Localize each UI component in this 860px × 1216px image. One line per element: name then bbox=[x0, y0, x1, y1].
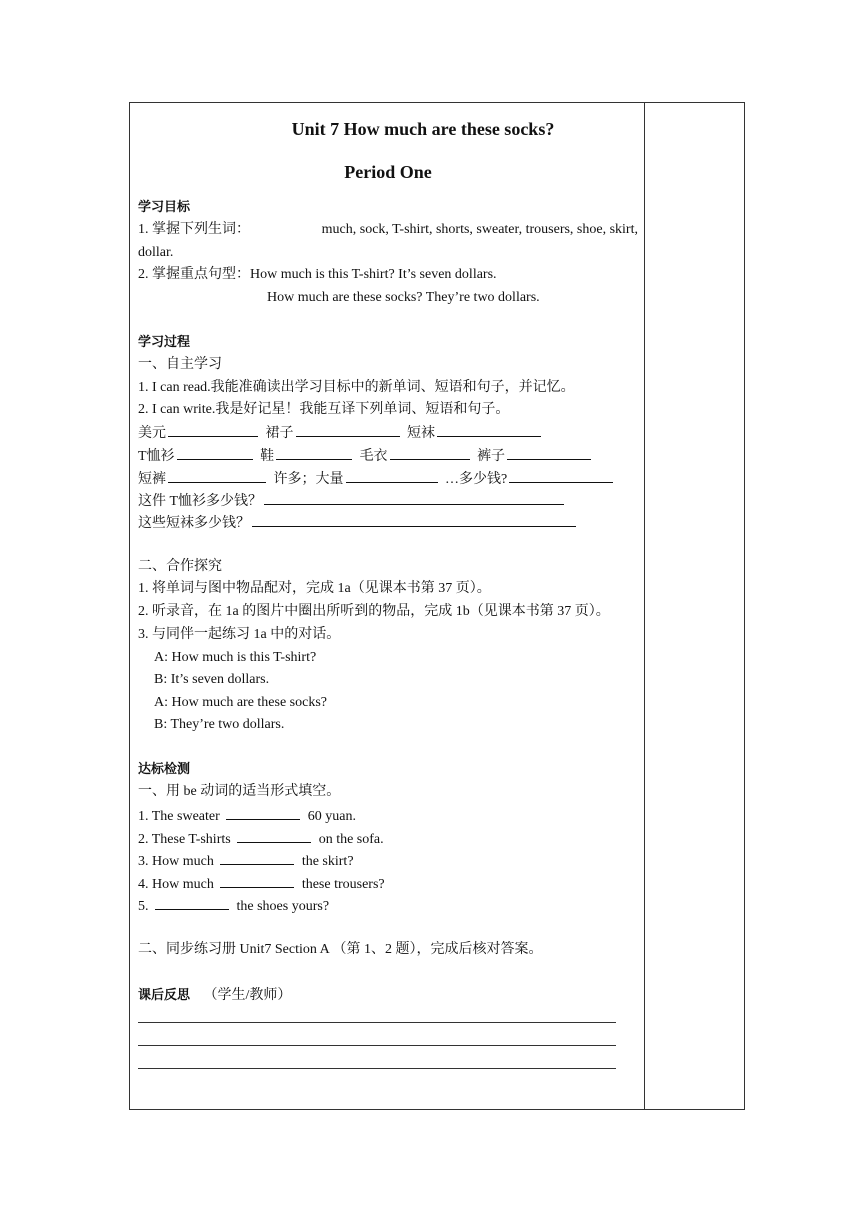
answer-blank[interactable] bbox=[155, 895, 229, 910]
page-title: Unit 7 How much are these socks? bbox=[291, 119, 555, 139]
vocab-word: 毛衣 bbox=[359, 449, 388, 464]
fill-suffix: the skirt? bbox=[301, 854, 354, 869]
vocab-row-2 bbox=[138, 445, 595, 467]
vocab-word: 裤子 bbox=[477, 449, 506, 464]
test-part-2: 二、同步练习册 Unit7 Section A （第 1、2 题），完成后核对答案。 bbox=[138, 942, 543, 957]
fill-prefix: 1. The sweater bbox=[138, 809, 220, 824]
answer-blank[interactable] bbox=[276, 445, 352, 460]
dialog-line: B: It’s seven dollars. bbox=[154, 672, 270, 687]
test-heading: 达标检测 bbox=[138, 762, 191, 777]
read-instruction: 1. I can read.我能准确读出学习目标中的新单词、短语和句子，并记忆。 bbox=[138, 380, 575, 395]
fill-prefix: 2. These T-shirts bbox=[138, 832, 231, 847]
vocab-row-1 bbox=[138, 422, 545, 444]
question-text: 这件 T恤衫多少钱？ bbox=[138, 494, 263, 509]
answer-blank[interactable] bbox=[177, 445, 253, 460]
self-study-heading: 一、自主学习 bbox=[138, 357, 222, 372]
vocab-word: 许多；大量 bbox=[273, 472, 344, 487]
vocab-row-3 bbox=[138, 468, 617, 490]
vocab-word: T恤衫 bbox=[138, 449, 175, 464]
fill-suffix: these trousers? bbox=[301, 877, 385, 892]
goal-2-sentence-2: How much are these socks? They’re two dollars. bbox=[267, 290, 540, 305]
goal-2-sentence-1: How much is this T-shirt? It’s seven dollars. bbox=[250, 267, 497, 282]
answer-blank[interactable] bbox=[168, 468, 266, 483]
fill-prefix: 4. How much bbox=[138, 877, 214, 892]
goal-1-cont: dollar. bbox=[138, 245, 174, 260]
reflection-note: （学生/教师） bbox=[203, 988, 292, 1003]
answer-blank[interactable] bbox=[346, 468, 438, 483]
coop-item-1: 1. 将单词与图中物品配对，完成 1a（见课本书第 37 页）。 bbox=[138, 581, 491, 596]
answer-blank[interactable] bbox=[220, 873, 294, 888]
fill-suffix: on the sofa. bbox=[318, 832, 384, 847]
page-subtitle: Period One bbox=[344, 162, 432, 182]
answer-blank[interactable] bbox=[237, 828, 311, 843]
goals-heading: 学习目标 bbox=[138, 200, 191, 215]
vocab-word: 短袜 bbox=[407, 426, 435, 441]
dialog-line: A: How much is this T-shirt? bbox=[154, 650, 317, 665]
translate-q2 bbox=[138, 512, 580, 534]
goal-2-label: 2. 掌握重点句型： bbox=[138, 267, 250, 282]
dialog-line: A: How much are these socks? bbox=[154, 695, 328, 710]
goal-1-label: 1. 掌握下列生词： bbox=[138, 222, 250, 237]
fill-item-1 bbox=[138, 805, 356, 827]
goal-1 bbox=[138, 220, 638, 240]
question-text: 这些短袜多少钱？ bbox=[138, 516, 250, 531]
column-divider bbox=[644, 102, 645, 1110]
answer-blank[interactable] bbox=[220, 850, 294, 865]
fill-item-5 bbox=[138, 895, 329, 917]
reflection-line[interactable] bbox=[138, 1045, 616, 1046]
fill-item-4 bbox=[138, 873, 385, 895]
dialog-line: B: They’re two dollars. bbox=[154, 717, 285, 732]
answer-blank[interactable] bbox=[296, 422, 400, 437]
vocab-word: 裙子 bbox=[265, 426, 294, 441]
answer-blank[interactable] bbox=[437, 422, 541, 437]
vocab-word: 鞋 bbox=[260, 449, 275, 464]
write-instruction: 2. I can write.我是好记星！我能互译下列单词、短语和句子。 bbox=[138, 402, 510, 417]
reflection-heading: 课后反思 bbox=[138, 988, 191, 1003]
answer-blank[interactable] bbox=[168, 422, 258, 437]
answer-blank[interactable] bbox=[507, 445, 591, 460]
goal-2 bbox=[138, 265, 497, 285]
fill-prefix: 5. bbox=[138, 899, 149, 914]
fill-item-2 bbox=[138, 828, 384, 850]
test-part-1: 一、用 be 动词的适当形式填空。 bbox=[138, 784, 341, 799]
translate-q1 bbox=[138, 490, 568, 512]
coop-item-3: 3. 与同伴一起练习 1a 中的对话。 bbox=[138, 627, 341, 642]
fill-suffix: 60 yuan. bbox=[307, 809, 356, 824]
answer-blank[interactable] bbox=[390, 445, 470, 460]
goal-1-words: much, sock, T-shirt, shorts, sweater, trousers, shoe, skirt, bbox=[321, 222, 638, 237]
vocab-word: 短裤 bbox=[138, 472, 166, 487]
reflection-heading-row bbox=[138, 986, 291, 1006]
process-heading: 学习过程 bbox=[138, 335, 191, 350]
answer-blank[interactable] bbox=[226, 805, 300, 820]
vocab-word: …多少钱? bbox=[445, 472, 508, 487]
coop-heading: 二、合作探究 bbox=[138, 559, 222, 574]
reflection-line[interactable] bbox=[138, 1022, 616, 1023]
fill-prefix: 3. How much bbox=[138, 854, 214, 869]
coop-item-2: 2. 听录音，在 1a 的图片中圈出所听到的物品，完成 1b（见课本书第 37 页）。 bbox=[138, 604, 610, 619]
fill-suffix: the shoes yours? bbox=[236, 899, 330, 914]
answer-blank[interactable] bbox=[264, 490, 564, 505]
reflection-line[interactable] bbox=[138, 1068, 616, 1069]
answer-blank[interactable] bbox=[252, 512, 576, 527]
answer-blank[interactable] bbox=[509, 468, 613, 483]
vocab-word: 美元 bbox=[138, 426, 166, 441]
fill-item-3 bbox=[138, 850, 354, 872]
